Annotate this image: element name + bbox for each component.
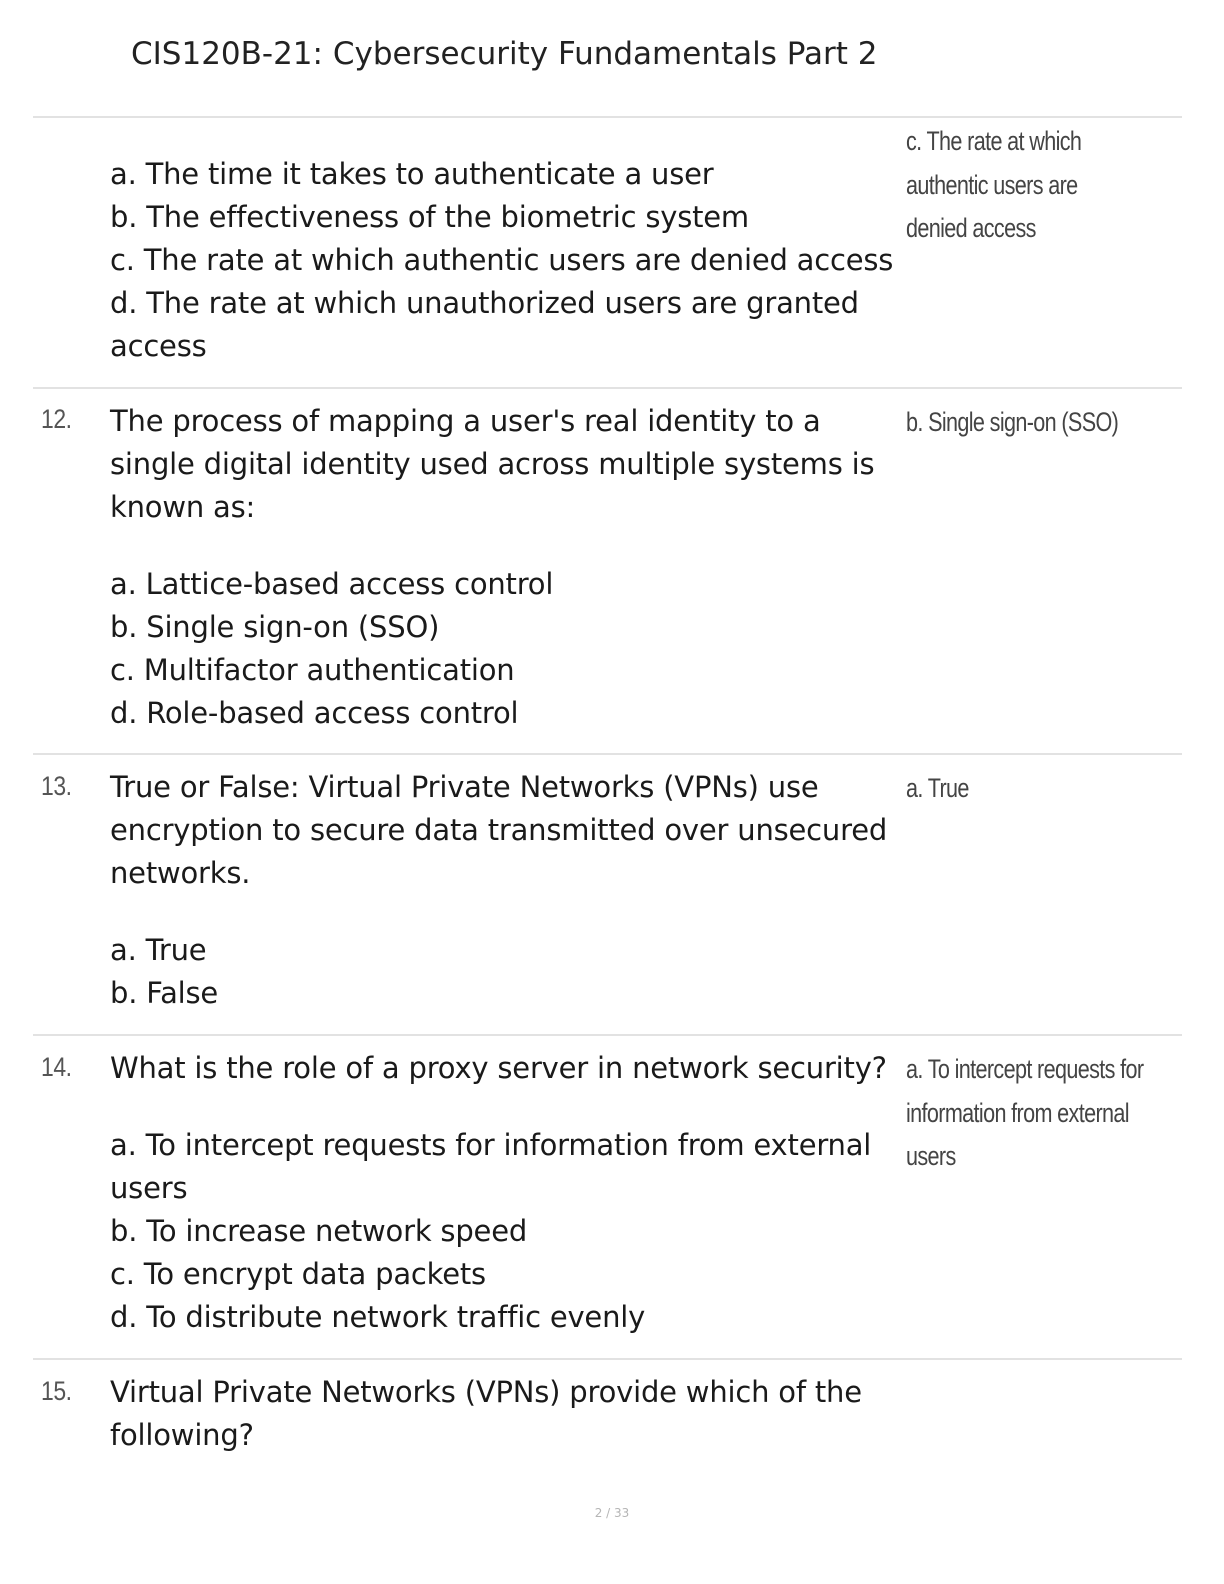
q12-option-b: b. Single sign-on (SSO): [110, 610, 440, 644]
q14-option-b: b. To increase network speed: [110, 1214, 528, 1248]
q12-option-c: c. Multifactor authentication: [110, 653, 515, 687]
q11-option-b: b. The effectiveness of the biometric system: [110, 200, 749, 234]
q12-option-d: d. Role-based access control: [110, 696, 519, 730]
q14-option-a: a. To intercept requests for information from external users: [110, 1128, 872, 1205]
q15-number: 15.: [41, 1376, 72, 1406]
page-title: CIS120B-21: Cybersecurity Fundamentals Part 2: [131, 36, 878, 72]
divider: [33, 387, 1182, 389]
q13-option-a: a. True: [110, 933, 207, 967]
divider: [33, 1034, 1182, 1036]
q12-option-a: a. Lattice-based access control: [110, 567, 554, 601]
q12-options: [110, 563, 910, 735]
q15-question: Virtual Private Networks (VPNs) provide which of the following?: [110, 1375, 862, 1452]
q13-number: 13.: [41, 771, 72, 801]
q14-answer: a. To intercept requests for information from external users: [906, 1054, 1144, 1171]
q13-answer: a. True: [906, 773, 969, 803]
page-number: 2 / 33: [594, 1506, 630, 1520]
q14-option-d: d. To distribute network traffic evenly: [110, 1300, 646, 1334]
q14-question: What is the role of a proxy server in network security?: [110, 1051, 887, 1085]
q11-option-c: c. The rate at which authentic users are denied access: [110, 243, 894, 277]
divider: [33, 1358, 1182, 1360]
q11-options: [110, 153, 910, 368]
q11-option-a: a. The time it takes to authenticate a user: [110, 157, 714, 191]
q13-options: [110, 929, 910, 1015]
q14-number: 14.: [41, 1052, 72, 1082]
q11-option-d: d. The rate at which unauthorized users are granted access: [110, 286, 859, 363]
q14-option-c: c. To encrypt data packets: [110, 1257, 486, 1291]
q13-option-b: b. False: [110, 976, 219, 1010]
divider: [33, 753, 1182, 755]
q12-answer: b. Single sign-on (SSO): [906, 407, 1119, 437]
q14-options: [110, 1124, 910, 1339]
q12-number: 12.: [41, 404, 72, 434]
q12-question: The process of mapping a user's real identity to a single digital identity used across multiple systems is known as:: [110, 404, 875, 524]
divider: [33, 116, 1182, 118]
q13-question: True or False: Virtual Private Networks (VPNs) use encryption to secure data transmitted over unsecured networks.: [110, 770, 888, 890]
q11-answer: c. The rate at which authentic users are denied access: [906, 126, 1082, 243]
